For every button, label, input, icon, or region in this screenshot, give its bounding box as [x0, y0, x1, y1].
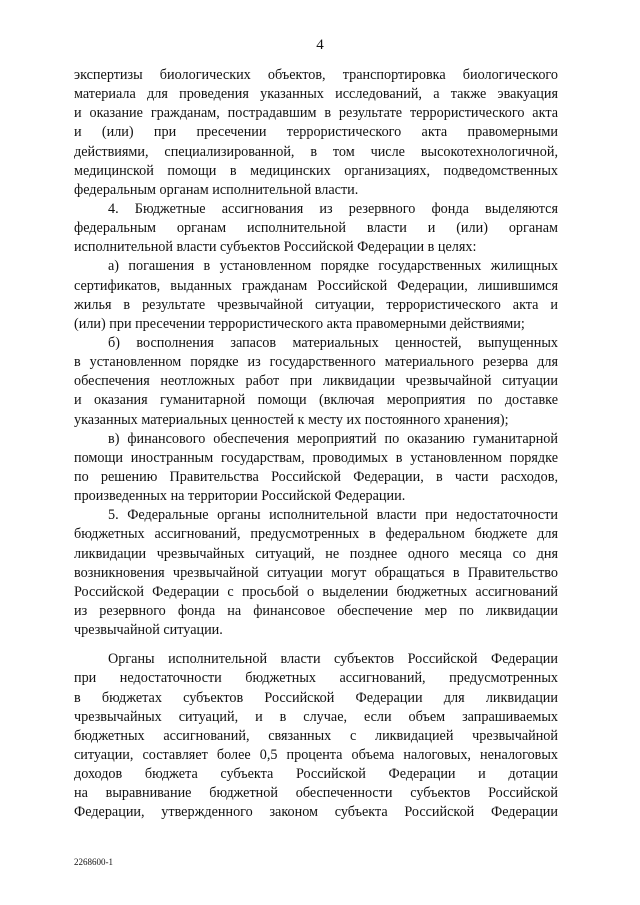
text-line: произведенных на территории Российской Федерации. — [74, 488, 406, 505]
text-line: федеральным органам исполнительной власти и (или) органам — [74, 220, 558, 237]
text-line: ситуации, составляет более 0,5 процента объема налоговых, неналоговых — [74, 746, 558, 763]
text-line: 4. Бюджетные ассигнования из резервного фонда выделяются — [108, 200, 558, 217]
text-line: б) восполнения запасов материальных ценностей, выпущенных — [108, 334, 558, 351]
page-number: 4 — [316, 37, 324, 53]
text-line: помощи иностранным государствам, проводимых в установленном порядке — [74, 449, 558, 466]
text-line: экспертизы биологических объектов, транспортировка биологического — [74, 67, 558, 83]
text-line: (или) при пресечении террористического акта правомерными действиями; — [74, 315, 525, 332]
text-line: Российской Федерации с просьбой о выделении бюджетных ассигнований — [74, 583, 558, 600]
text-line: в установленном порядке из государственного материального резерва для — [74, 354, 558, 371]
text-line: бюджетных ассигнований, предусмотренных в федеральном бюджете для — [74, 526, 558, 543]
text-line: в бюджетах субъектов Российской Федерации для ликвидации — [74, 689, 558, 706]
text-line: исполнительной власти субъектов Российской Федерации в целях: — [74, 239, 477, 256]
text-line: материала для проведения указанных исследований, а также эвакуация — [74, 86, 558, 103]
document-code: 2268600-1 — [74, 857, 113, 867]
text-line: ликвидации чрезвычайных ситуаций, не позднее одного месяца со дня — [74, 545, 558, 562]
text-line: и оказание гражданам, пострадавшим в результате террористического акта — [74, 105, 558, 122]
text-line: бюджетных ассигнований, связанных с ликвидацией чрезвычайной — [74, 727, 558, 744]
text-line: Федерации, утвержденного законом субъекта Российской Федерации — [74, 804, 558, 821]
text-line: доходов бюджета субъекта Российской Федерации и дотации — [74, 766, 558, 783]
text-line: и (или) при пресечении террористического акта правомерными — [74, 124, 558, 141]
text-line: сертификатов, выданных гражданам Российской Федерации, лишившимся — [74, 277, 558, 294]
text-line: при недостаточности бюджетных ассигнований, предусмотренных — [74, 670, 558, 687]
text-line: медицинской помощи в медицинских организациях, подведомственных — [74, 162, 558, 179]
text-line: 5. Федеральные органы исполнительной власти при недостаточности — [108, 507, 558, 524]
text-line: жилья в результате чрезвычайной ситуации, террористического акта и — [74, 296, 558, 313]
text-line: Органы исполнительной власти субъектов Российской Федерации — [108, 651, 558, 668]
text-line: чрезвычайных ситуаций, и в случае, если объем запрашиваемых — [74, 708, 558, 725]
text-line: в) финансового обеспечения мероприятий по оказанию гуманитарной — [108, 430, 558, 447]
text-line: указанных материальных ценностей к месту их постоянного хранения); — [74, 411, 509, 428]
text-line: а) погашения в установленном порядке государственных жилищных — [108, 258, 558, 275]
text-line: из резервного фонда на финансовое обеспечение мер по ликвидации — [74, 602, 558, 619]
text-line: возникновения чрезвычайной ситуации могут обращаться в Правительство — [74, 564, 558, 581]
text-line: обеспечения неотложных работ при ликвидации чрезвычайной ситуации — [74, 373, 558, 390]
text-line: по решению Правительства Российской Федерации, в части расходов, — [74, 468, 558, 485]
document-body — [74, 66, 558, 822]
text-line: на выравнивание бюджетной обеспеченности субъектов Российской — [74, 785, 558, 802]
text-line: действиями, специализированной, в том числе высокотехнологичной, — [74, 143, 558, 160]
text-line: и оказания гуманитарной помощи (включая мероприятия по доставке — [74, 392, 558, 409]
text-line: чрезвычайной ситуации. — [74, 622, 223, 639]
paragraph-gap — [74, 640, 558, 650]
text-line: федеральным органам исполнительной власти. — [74, 181, 359, 198]
